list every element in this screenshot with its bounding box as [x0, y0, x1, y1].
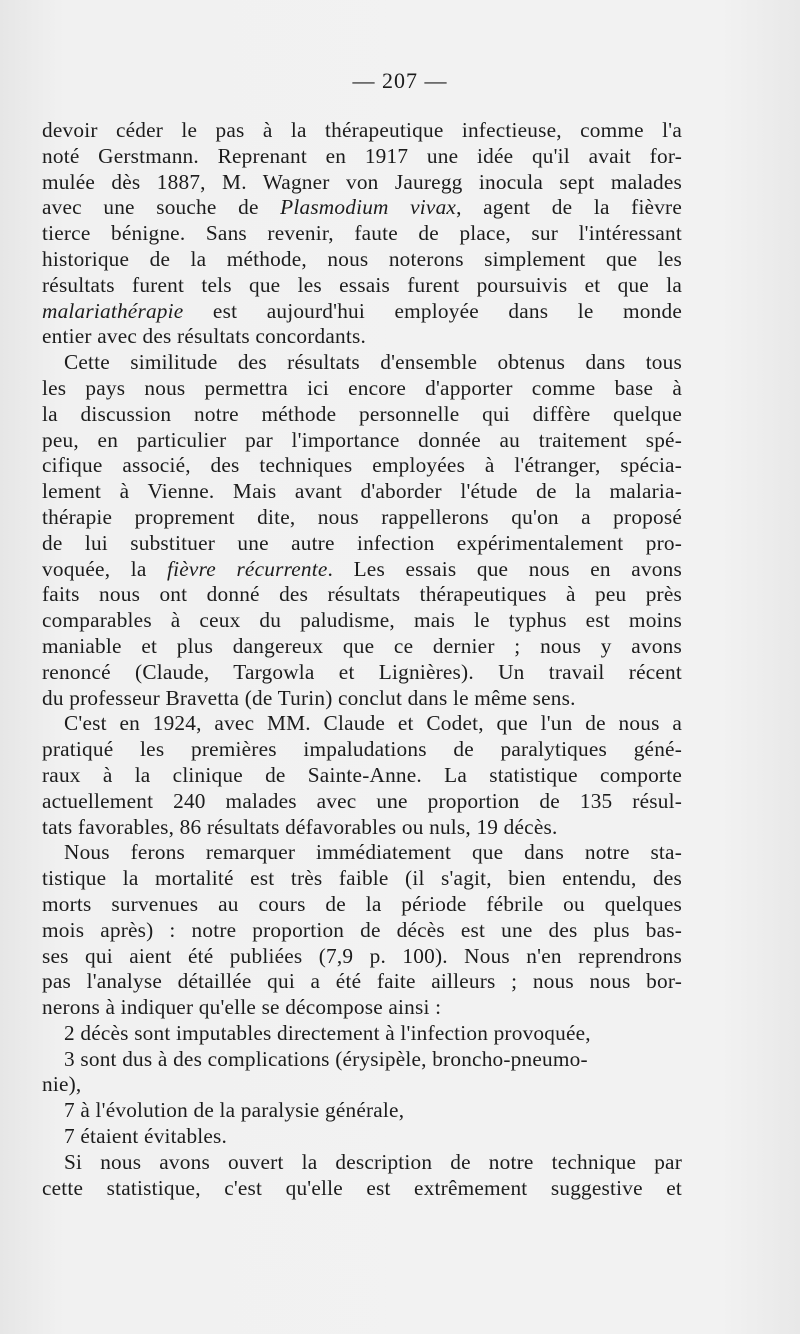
text-line: pratiqué les premières impaludations de paralytiques géné-: [42, 737, 682, 762]
text-line: tats favorables, 86 résultats défavorables ou nuls, 19 décès.: [42, 814, 558, 839]
list-item: 3 sont dus à des complications (érysipèle, broncho-pneumo-: [64, 1046, 588, 1071]
paragraph-2: [42, 350, 682, 711]
mortality-breakdown-list: [42, 1021, 682, 1150]
list-item: 7 à l'évolution de la paralysie générale,: [64, 1098, 405, 1123]
text-line: de lui substituer une autre infection expérimentalement pro-: [42, 530, 682, 555]
list-item: 2 décès sont imputables directement à l'infection provoquée,: [64, 1020, 591, 1045]
text-line: tierce bénigne. Sans revenir, faute de place, sur l'intéressant: [42, 221, 682, 246]
text-line: résultats furent tels que les essais furent poursuivis et que la: [42, 272, 682, 297]
text-line: cette statistique, c'est qu'elle est extrêmement suggestive et: [42, 1175, 682, 1200]
text-line: thérapie proprement dite, nous rappellerons qu'on a proposé: [42, 504, 682, 529]
paragraph-closing: [42, 1150, 682, 1202]
text-line: Cette similitude des résultats d'ensemble obtenus dans tous: [64, 350, 682, 375]
text-line: du professeur Bravetta (de Turin) conclut dans le même sens.: [42, 685, 576, 710]
text-line: pas l'analyse détaillée qui a été faite ailleurs ; nous nous bor-: [42, 969, 682, 994]
text-line: devoir céder le pas à la thérapeutique infectieuse, comme l'a: [42, 118, 682, 142]
text-line: lement à Vienne. Mais avant d'aborder l'étude de la malaria-: [42, 479, 682, 504]
text-line: mois après) : notre proportion de décès est une des plus bas-: [42, 917, 682, 942]
text-line: peu, en particulier par l'importance donnée au traitement spé-: [42, 427, 682, 452]
text-line: C'est en 1924, avec MM. Claude et Codet, que l'un de nous a: [64, 711, 682, 736]
text-line: malariathérapie est aujourd'hui employée dans le monde: [42, 298, 682, 323]
text-line: voquée, la fièvre récurrente. Les essais que nous en avons: [42, 556, 682, 581]
text-line: cifique associé, des techniques employées à l'étranger, spécia-: [42, 453, 682, 478]
body-text: [42, 118, 682, 1201]
page-number: — 207 —: [352, 68, 448, 93]
text-line: noté Gerstmann. Reprenant en 1917 une idée qu'il avait for-: [42, 143, 682, 168]
text-line: Si nous avons ouvert la description de notre technique par: [64, 1149, 682, 1174]
text-line: renoncé (Claude, Targowla et Lignières). Un travail récent: [42, 659, 682, 684]
text-line: avec une souche de Plasmodium vivax, agent de la fièvre: [42, 195, 683, 220]
text-line: maniable et plus dangereux que ce dernier ; nous y avons: [42, 633, 682, 658]
text-line: les pays nous permettra ici encore d'apporter comme base à: [42, 375, 682, 400]
text-line: tistique la mortalité est très faible (il s'agit, bien entendu, des: [42, 866, 682, 891]
text-line: faits nous ont donné des résultats thérapeutiques à peu près: [42, 582, 682, 607]
italic-term: fièvre récurrente: [167, 556, 328, 581]
text-line: historique de la méthode, nous noterons simplement que les: [42, 246, 682, 271]
text-line: raux à la clinique de Sainte-Anne. La statistique comporte: [42, 762, 682, 787]
text-line: la discussion notre méthode personnelle qui diffère quelque: [42, 401, 682, 426]
text-line: Nous ferons remarquer immédiatement que dans notre sta-: [64, 840, 682, 865]
text-line: mulée dès 1887, M. Wagner von Jauregg inocula sept malades: [42, 169, 682, 194]
paragraph-4: [42, 840, 682, 1021]
paragraph-1: [42, 118, 682, 350]
text-line: actuellement 240 malades avec une proportion de 135 résul-: [42, 788, 682, 813]
paragraph-3: [42, 711, 682, 840]
italic-term: malariathérapie: [42, 298, 184, 323]
italic-term: Plasmodium vivax: [280, 195, 457, 220]
text-line: entier avec des résultats concordants.: [42, 324, 366, 349]
text-line: comparables à ceux du paludisme, mais le typhus est moins: [42, 608, 682, 633]
list-item: 7 étaient évitables.: [64, 1124, 228, 1149]
text-line: nerons à indiquer qu'elle se décompose ainsi :: [42, 995, 442, 1020]
list-item-continuation: nie),: [42, 1072, 82, 1097]
text-line: morts survenues au cours de la période fébrile ou quelques: [42, 891, 682, 916]
text-line: ses qui aient été publiées (7,9 p. 100). Nous n'en reprendrons: [42, 943, 682, 968]
